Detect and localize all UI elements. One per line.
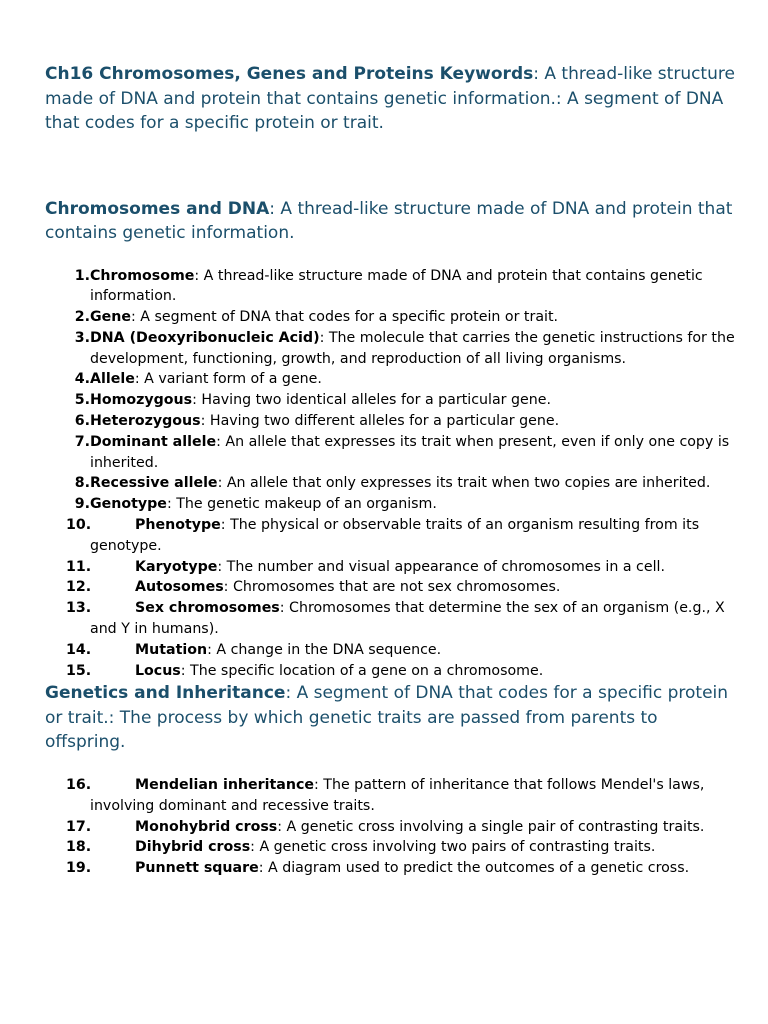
item-entry	[90, 598, 735, 640]
item-term: Chromosome	[90, 267, 195, 284]
keyword-item	[45, 837, 735, 858]
item-number: 13.	[66, 600, 92, 617]
item-entry	[90, 392, 551, 408]
item-term: Phenotype	[135, 517, 221, 534]
item-definition: : A variant form of a gene.	[134, 371, 322, 388]
item-definition: : Chromosomes that are not sex chromosomes.	[223, 579, 561, 596]
item-number: 16.	[66, 776, 92, 793]
item-entry	[90, 640, 735, 661]
item-entry	[90, 557, 735, 578]
item-definition: : Having two different alleles for a particular gene.	[200, 413, 560, 430]
item-term: Dominant allele	[90, 433, 217, 450]
item-definition: : The genetic makeup of an organism.	[166, 496, 437, 513]
item-definition: : The pattern of inheritance that follows Mendel's laws, involving dominant and recessive traits.	[90, 776, 705, 814]
item-term: Genotype	[90, 496, 167, 513]
item-number: 1.	[74, 267, 90, 284]
keyword-item	[45, 577, 735, 598]
keyword-item	[45, 432, 735, 474]
item-term: Recessive allele	[90, 475, 218, 492]
item-term: Locus	[135, 662, 181, 679]
keyword-item	[45, 858, 735, 879]
keyword-item	[45, 640, 735, 661]
item-term: Autosomes	[135, 579, 224, 596]
item-entry	[90, 309, 558, 325]
item-number: 9.	[74, 496, 90, 513]
item-term: Heterozygous	[90, 413, 201, 430]
keyword-list-chromosomes	[45, 266, 735, 682]
item-definition: : A segment of DNA that codes for a specific protein or trait.	[131, 309, 559, 326]
item-number: 12.	[66, 579, 92, 596]
item-number: 3.	[74, 329, 90, 346]
section-heading-rest: : A thread-like structure made of DNA and protein that contains genetic information.	[45, 198, 733, 243]
item-number: 10.	[66, 517, 92, 534]
item-entry	[90, 661, 735, 682]
keyword-item	[45, 515, 735, 557]
item-definition: : The molecule that carries the genetic instructions for the development, functioning, growth, and reproduction of all living organisms.	[90, 329, 735, 367]
item-entry	[90, 371, 322, 387]
item-definition: : A genetic cross involving two pairs of contrasting traits.	[250, 839, 656, 856]
item-entry	[90, 330, 735, 367]
item-term: Monohybrid cross	[135, 818, 278, 835]
item-number: 5.	[74, 392, 90, 409]
item-number: 17.	[66, 818, 92, 835]
section-heading-bold: Genetics and Inheritance	[45, 683, 286, 704]
item-term: Homozygous	[90, 392, 193, 409]
title-rest: : A thread-like structure made of DNA and protein that contains genetic information.: A segment of DNA that codes for a specific protein or trait.	[45, 64, 735, 133]
title-bold: Ch16 Chromosomes, Genes and Proteins Keywords	[45, 64, 534, 84]
item-entry	[90, 475, 710, 491]
item-number: 14.	[66, 641, 92, 658]
keyword-list-genetics	[45, 775, 735, 879]
item-entry	[90, 817, 735, 838]
item-term: Gene	[90, 309, 131, 326]
document-page	[45, 62, 735, 879]
keyword-item	[45, 266, 735, 308]
item-term: Dihybrid cross	[135, 839, 251, 856]
keyword-item	[45, 598, 735, 640]
keyword-item	[45, 390, 735, 411]
item-entry	[90, 413, 559, 429]
item-definition: : The number and visual appearance of chromosomes in a cell.	[217, 558, 665, 575]
item-number: 6.	[74, 413, 90, 430]
item-definition: : Chromosomes that determine the sex of an organism (e.g., X and Y in humans).	[90, 600, 725, 638]
keyword-item	[45, 307, 735, 328]
item-term: Sex chromosomes	[135, 600, 280, 617]
item-entry	[90, 858, 735, 879]
keyword-item	[45, 328, 735, 370]
keyword-item	[45, 369, 735, 390]
section-heading-genetics	[45, 681, 735, 755]
item-term: DNA (Deoxyribonucleic Acid)	[90, 329, 320, 346]
item-definition: : A thread-like structure made of DNA and protein that contains genetic information.	[90, 267, 703, 305]
item-definition: : Having two identical alleles for a particular gene.	[192, 392, 551, 409]
item-entry	[90, 577, 735, 598]
item-entry	[90, 496, 437, 512]
section-heading-chromosomes	[45, 197, 735, 246]
item-term: Allele	[90, 371, 135, 388]
keyword-item	[45, 411, 735, 432]
item-term: Mutation	[135, 641, 208, 658]
item-number: 4.	[74, 371, 90, 388]
item-term: Karyotype	[135, 558, 218, 575]
item-number: 8.	[74, 475, 90, 492]
item-number: 15.	[66, 662, 92, 679]
item-entry	[90, 775, 735, 817]
item-term: Punnett square	[135, 860, 259, 877]
keyword-item	[45, 557, 735, 578]
keyword-item	[45, 775, 735, 817]
keyword-item	[45, 494, 735, 515]
item-term: Mendelian inheritance	[135, 776, 314, 793]
item-definition: : A genetic cross involving a single pair of contrasting traits.	[277, 818, 705, 835]
item-number: 2.	[74, 309, 90, 326]
keyword-item	[45, 661, 735, 682]
item-definition: : A diagram used to predict the outcomes of a genetic cross.	[258, 860, 690, 877]
item-number: 19.	[66, 860, 92, 877]
item-entry	[90, 268, 703, 305]
item-entry	[90, 434, 729, 471]
item-definition: : An allele that only expresses its trait when two copies are inherited.	[217, 475, 711, 492]
keyword-item	[45, 473, 735, 494]
item-definition: : A change in the DNA sequence.	[207, 641, 442, 658]
section-heading-rest: : A segment of DNA that codes for a specific protein or trait.: The process by which genetic traits are passed from parents to offspring.	[45, 683, 729, 753]
item-number: 7.	[74, 433, 90, 450]
document-title	[45, 62, 735, 136]
item-number: 18.	[66, 839, 92, 856]
keyword-item	[45, 817, 735, 838]
item-definition: : An allele that expresses its trait when present, even if only one copy is inherited.	[90, 433, 730, 471]
item-entry	[90, 515, 735, 557]
section-heading-bold: Chromosomes and DNA	[45, 198, 270, 219]
item-entry	[90, 837, 735, 858]
item-definition: : The specific location of a gene on a chromosome.	[180, 662, 544, 679]
item-definition: : The physical or observable traits of an organism resulting from its genotype.	[90, 517, 700, 554]
item-number: 11.	[66, 558, 92, 575]
